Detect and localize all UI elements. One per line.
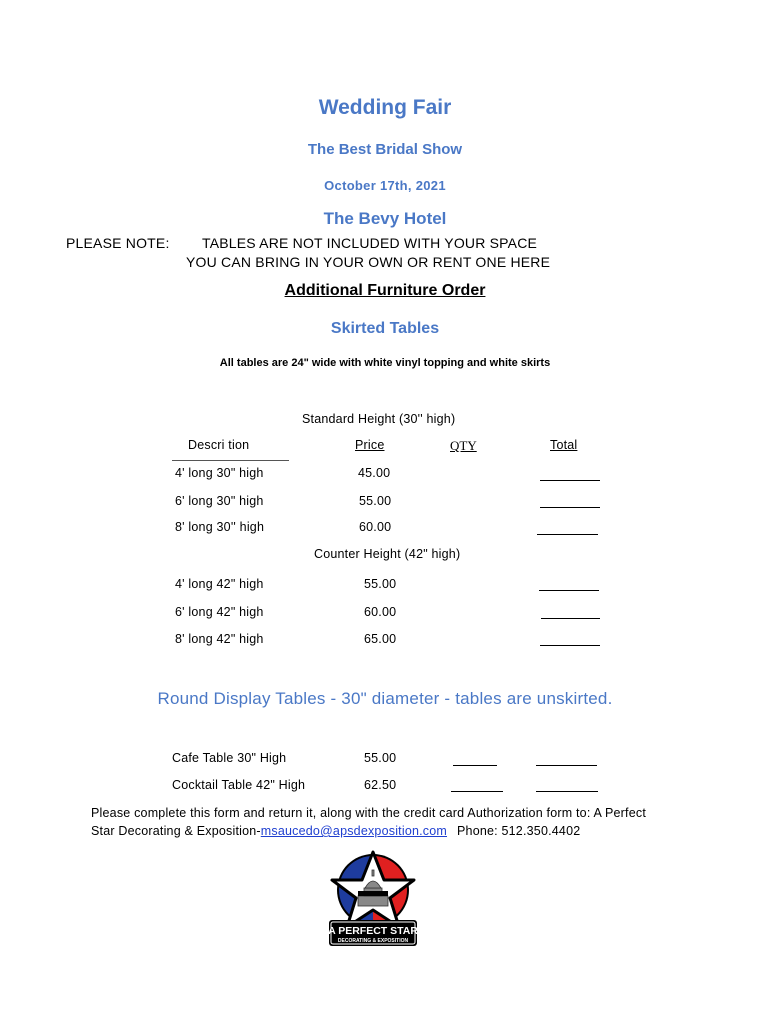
counter-row-3-price: 65.00 bbox=[364, 632, 397, 646]
column-description: Descri tion bbox=[188, 438, 250, 452]
notice-label: PLEASE NOTE: bbox=[66, 235, 170, 251]
column-qty: QTY bbox=[450, 438, 477, 453]
footer-company: Star Decorating & Exposition- bbox=[91, 824, 261, 838]
column-price: Price bbox=[355, 438, 385, 452]
standard-height-heading: Standard Height (30'' high) bbox=[302, 412, 456, 426]
event-date: October 17th, 2021 bbox=[324, 178, 446, 193]
round-row-1-qty-field[interactable] bbox=[453, 765, 497, 766]
counter-row-2-price: 60.00 bbox=[364, 605, 397, 619]
counter-row-3-total-field[interactable] bbox=[540, 645, 600, 646]
logo-tagline-text: DECORATING & EXPOSITION bbox=[337, 938, 409, 944]
standard-row-1-description: 4' long 30" high bbox=[175, 466, 264, 480]
column-total: Total bbox=[550, 438, 578, 452]
standard-row-2-description: 6' long 30" high bbox=[175, 494, 264, 508]
round-row-2-qty-field[interactable] bbox=[451, 791, 503, 792]
standard-row-2-price: 55.00 bbox=[359, 494, 392, 508]
footer-line-1: Please complete this form and return it, along with the credit card Authorization form to: A Perfect bbox=[91, 806, 646, 820]
counter-row-3-description: 8' long 42" high bbox=[175, 632, 264, 646]
standard-row-3-total-field[interactable] bbox=[537, 534, 598, 535]
section-skirted-tables: Skirted Tables bbox=[330, 320, 440, 337]
order-heading: Additional Furniture Order bbox=[284, 282, 486, 299]
email-link[interactable]: msaucedo@apsdexposition.com bbox=[260, 824, 448, 838]
page-subtitle: The Best Bridal Show bbox=[307, 141, 463, 158]
logo-name-text: A PERFECT STAR bbox=[328, 925, 418, 937]
standard-row-1-total-field[interactable] bbox=[540, 480, 600, 481]
round-row-1-total-field[interactable] bbox=[536, 765, 597, 766]
counter-height-heading: Counter Height (42" high) bbox=[314, 547, 461, 561]
a-perfect-star-logo bbox=[328, 850, 418, 948]
notice-line-1: TABLES ARE NOT INCLUDED WITH YOUR SPACE bbox=[202, 235, 538, 251]
round-row-1-price: 55.00 bbox=[364, 751, 397, 765]
standard-row-3-price: 60.00 bbox=[359, 520, 392, 534]
footer-line-2 bbox=[91, 824, 580, 838]
standard-row-2-total-field[interactable] bbox=[540, 507, 600, 508]
counter-row-1-description: 4' long 42" high bbox=[175, 577, 264, 591]
standard-row-1-price: 45.00 bbox=[358, 466, 391, 480]
round-row-1-description: Cafe Table 30" High bbox=[172, 751, 287, 765]
page-title: Wedding Fair bbox=[318, 96, 452, 119]
notice-line-2: YOU CAN BRING IN YOUR OWN OR RENT ONE HERE bbox=[186, 254, 551, 270]
footer-phone: Phone: 512.350.4402 bbox=[457, 824, 581, 838]
counter-row-1-price: 55.00 bbox=[364, 577, 397, 591]
round-row-2-description: Cocktail Table 42" High bbox=[172, 778, 306, 792]
table-spec-note: All tables are 24" wide with white vinyl topping and white skirts bbox=[219, 357, 551, 369]
description-underline bbox=[172, 460, 289, 461]
round-tables-heading: Round Display Tables - 30" diameter - tables are unskirted. bbox=[157, 689, 613, 708]
venue-name: The Bevy Hotel bbox=[323, 209, 447, 228]
counter-row-1-total-field[interactable] bbox=[539, 590, 599, 591]
counter-row-2-total-field[interactable] bbox=[541, 618, 600, 619]
round-row-2-total-field[interactable] bbox=[536, 791, 598, 792]
counter-row-2-description: 6' long 42" high bbox=[175, 605, 264, 619]
standard-row-3-description: 8' long 30'' high bbox=[175, 520, 265, 534]
round-row-2-price: 62.50 bbox=[364, 778, 397, 792]
